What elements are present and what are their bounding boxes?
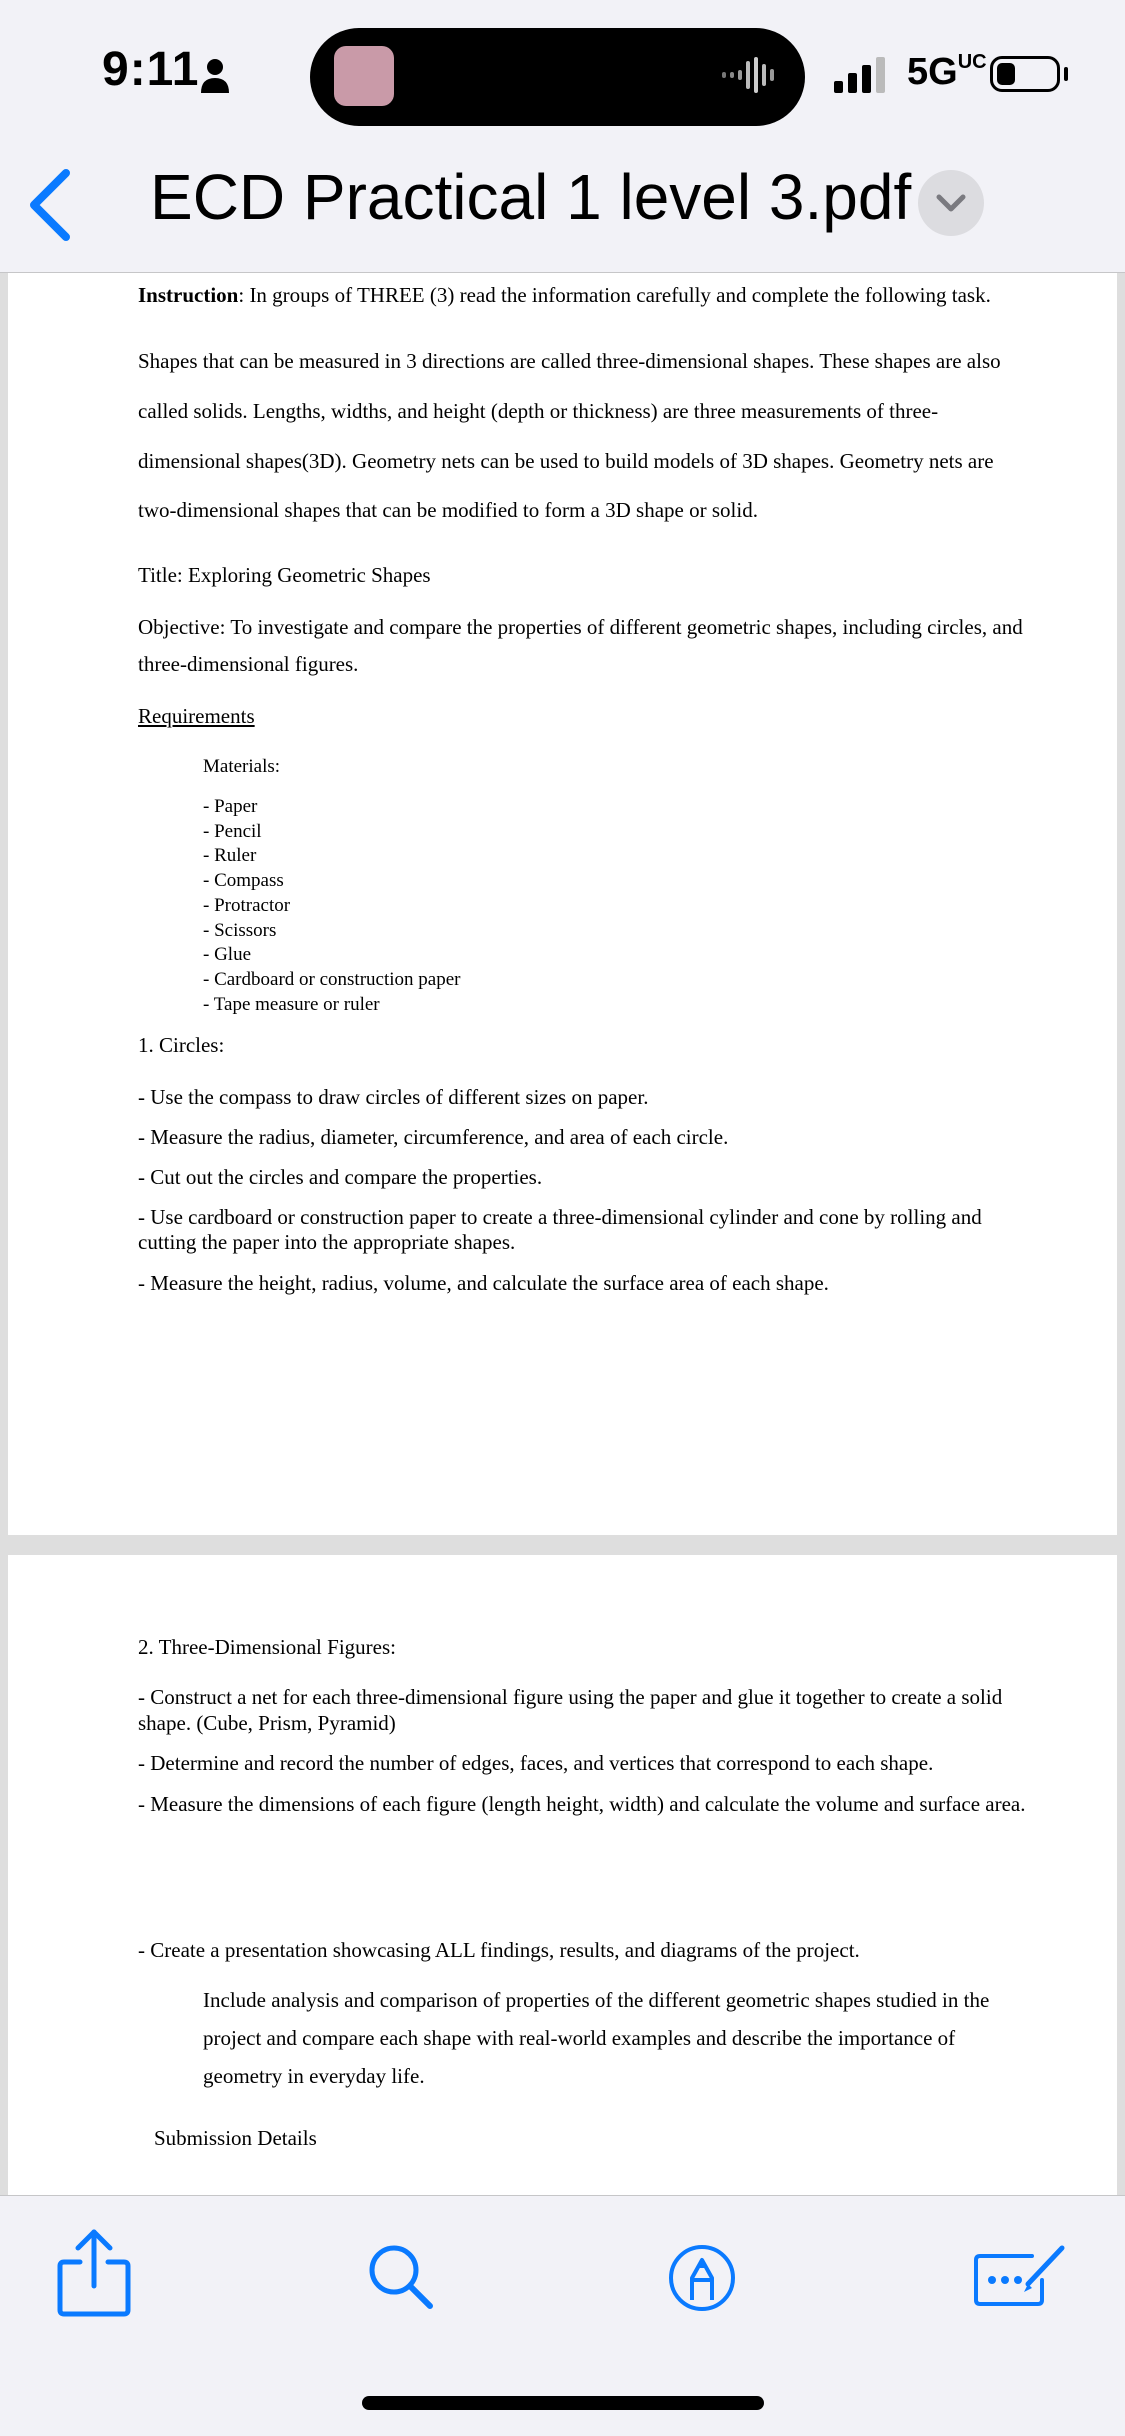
markup-icon[interactable] [668,2244,736,2312]
analysis-line: geometry in everyday life. [203,2064,425,2088]
instruction-paragraph: Instruction: In groups of THREE (3) read the information carefully and complete the following task. [138,283,991,307]
audio-waveform-icon [720,57,782,93]
person-icon [200,58,230,94]
album-art-icon[interactable] [334,46,394,106]
material-item: - Tape measure or ruler [203,994,380,1015]
pdf-page-2 [8,1555,1117,2195]
material-item: - Paper [203,796,258,817]
circles-step: - Use the compass to draw circles of different sizes on paper. [138,1085,649,1109]
objective-line: three-dimensional figures. [138,652,359,676]
material-item: - Glue [203,944,252,965]
construct-line: - Construct a net for each three-dimensional figure using the paper and glue it together to create a solid [138,1685,1003,1709]
document-title[interactable]: ECD Practical 1 level 3.pdf [150,161,912,233]
circles-heading: 1. Circles: [138,1033,225,1057]
material-item: - Ruler [203,845,257,866]
intro-line: Shapes that can be measured in 3 directions are called three-dimensional shapes. These shapes are also [138,349,1001,373]
analysis-line: Include analysis and comparison of properties of the different geometric shapes studied in the [203,1988,990,2012]
submission-heading: Submission Details [154,2126,317,2150]
network-type: $5G^{UC}$ [907,51,987,93]
material-item: - Compass [203,870,284,891]
construct-line: shape. (Cube, Prism, Pyramid) [138,1711,396,1735]
objective-line: Objective: To investigate and compare the properties of different geometric shapes, including circles, and [138,615,1023,639]
determine-step: - Determine and record the number of edges, faces, and vertices that correspond to each shape. [138,1751,934,1775]
signature-icon[interactable] [972,2240,1070,2312]
pdf-viewer[interactable] [0,273,1125,2195]
pdf-page-1 [8,273,1117,1535]
circles-step: - Measure the radius, diameter, circumference, and area of each circle. [138,1125,729,1149]
title-menu-button[interactable] [918,170,984,236]
battery-tip [1064,67,1068,81]
circles-step: - Cut out the circles and compare the properties. [138,1165,543,1189]
measure-step: - Measure the dimensions of each figure (length height, width) and calculate the volume and surface area. [138,1792,1026,1816]
material-item: - Cardboard or construction paper [203,969,461,990]
title-line: Title: Exploring Geometric Shapes [138,563,431,587]
back-chevron-icon[interactable] [22,165,82,245]
material-item: - Protractor [203,895,291,916]
cellular-signal-icon [834,57,890,93]
cylinder-line: - Use cardboard or construction paper to create a three-dimensional cylinder and cone by rolling and [138,1205,982,1229]
cylinder-line: cutting the paper into the appropriate shapes. [138,1230,516,1254]
material-item: - Scissors [203,920,277,941]
share-icon[interactable] [56,2226,132,2318]
measure-step: - Measure the height, radius, volume, and calculate the surface area of each shape. [138,1271,829,1295]
analysis-line: project and compare each shape with real-world examples and describe the importance of [203,2026,956,2050]
material-item: - Pencil [203,821,262,842]
home-indicator[interactable] [362,2396,764,2410]
intro-line: two-dimensional shapes that can be modified to form a 3D shape or solid. [138,498,758,522]
presentation-step: - Create a presentation showcasing ALL findings, results, and diagrams of the project. [138,1938,860,1962]
requirements-heading: Requirements [138,704,255,728]
search-icon[interactable] [366,2242,436,2312]
intro-line: dimensional shapes(3D). Geometry nets can be used to build models of 3D shapes. Geometry nets are [138,449,994,473]
intro-line: called solids. Lengths, widths, and height (depth or thickness) are three measurements of three- [138,399,939,423]
figures-heading: 2. Three-Dimensional Figures: [138,1635,396,1659]
chevron-down-icon [918,170,984,236]
materials-label: Materials: [203,756,281,777]
status-time: 9:11 [102,43,200,96]
battery-icon [990,56,1060,92]
